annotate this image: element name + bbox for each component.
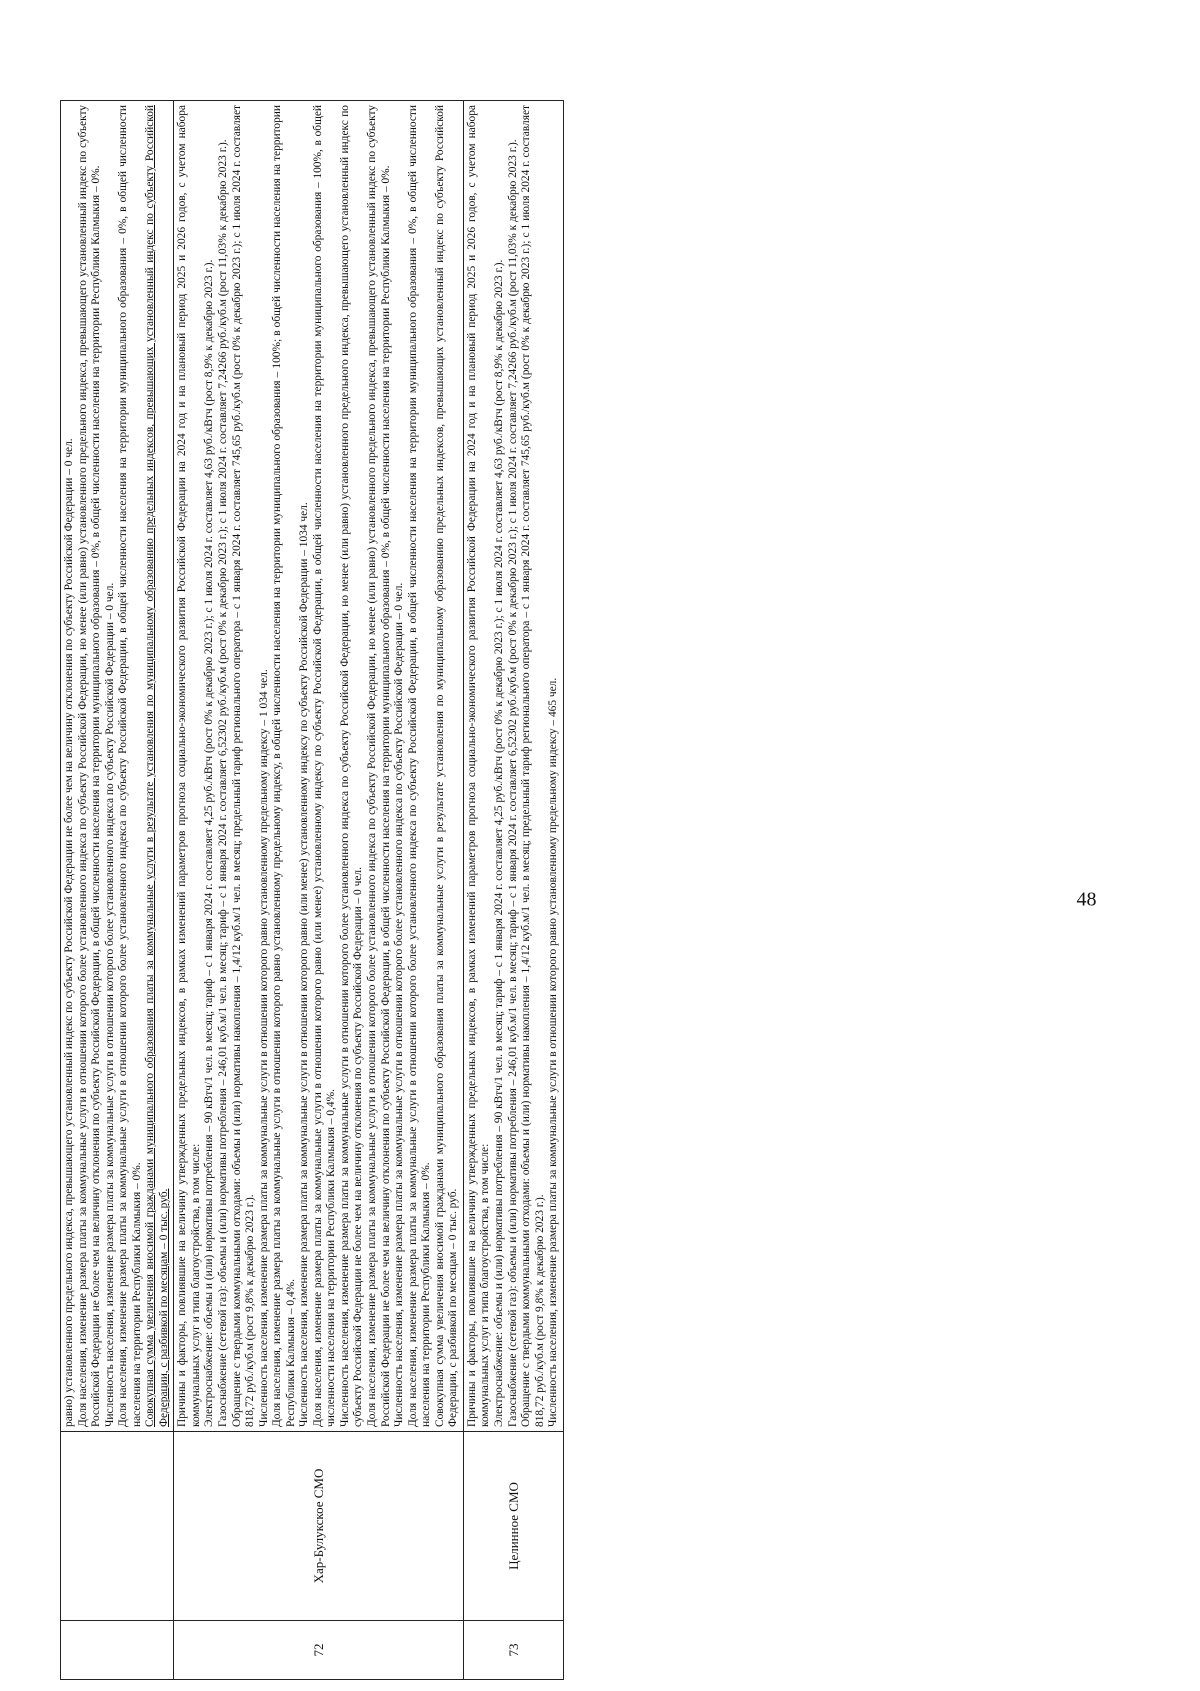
description-paragraph: Доля населения, изменение размера платы за коммунальные услуги в отношении которого равно (или менее) установленному индексу по субъекту Российской Федерации, в общей численности населения на территории муниципального образования – 100%, в общей численности населения на территории Республики Калмыкия – 0,4%. <box>311 105 338 1427</box>
description-paragraph: Причины и факторы, повлиявшие на величину утвержденных предельных индексов, в рамках изменений параметров прогноза социально-экономического развития Российской Федерации на 2024 год и на плановый период 2025 и 2026 годов, с учетом набора коммунальных услуг и типа благоустройства, в том числе: <box>176 105 202 1427</box>
description-paragraph: Доля населения, изменение размера платы за коммунальные услуги в отношении которого равно установленному предельному индексу, в общей численности населения на территории муниципального образования – 100%; в общей численности населения на территории Республики Калмыкия – 0,4%. <box>271 105 297 1427</box>
page-number: 48 <box>1076 888 1097 911</box>
municipality-name: Хар-Булукское СМО <box>174 1432 463 1621</box>
description-paragraph: Численность населения, изменение размера платы за коммунальные услуги в отношении которого более установленного индекса по субъекту Российской Федерации – 0 чел. <box>393 582 406 1427</box>
description-paragraph: Доля населения, изменение размера платы за коммунальные услуги в отношении которого более установленного индекса по субъекту Российской Федерации, но менее (или равно) установленного предельного индекса, превышающего установленный индекс по субъекту Российской Федерации не более чем на величину отклонения по субъекту Российской Федерации, в общей численности населения на территории муниципального образования – 0%, в общей численности населения на территории Республики Калмыкия – 0%. <box>76 105 103 1427</box>
description-paragraph: Численность населения, изменение размера платы за коммунальные услуги в отношении которого равно установленному предельному индексу – 1 034 чел. <box>257 669 270 1427</box>
row-description <box>463 101 563 1432</box>
description-paragraph: равно) установленного предельного индекса, превышающего установленный индекс по субъекту Российской Федерации не более чем на величину отклонения по субъекту Российской Федерации – 0 чел. <box>63 438 75 1427</box>
row-number: 72 <box>174 1621 463 1680</box>
table-row <box>463 101 563 1680</box>
rotated-page <box>60 100 1155 1680</box>
municipality-name: Целинное СМО <box>463 1432 563 1621</box>
table-row <box>174 101 463 1680</box>
description-paragraph: Совокупная сумма увеличения вносимой гражданами муниципального образования платы за коммунальные услуги в результате установления по муниципальному образованию предельных индексов, превышающих установленный индекс по субъекту Российской Федерации, с разбивкой по месяцам – 0 тыс. руб. <box>144 105 170 1427</box>
description-paragraph: Численность населения, изменение размера платы за коммунальные услуги в отношении которого равно (или менее) установленному индексу по субъекту Российской Федерации – 1034 чел. <box>298 502 311 1427</box>
description-paragraph: Численность населения, изменение размера платы за коммунальные услуги в отношении которого более установленного индекса по субъекту Российской Федерации – 0 чел. <box>103 582 116 1427</box>
row-description <box>174 101 463 1432</box>
row-number <box>61 1621 174 1680</box>
municipality-name <box>61 1432 174 1621</box>
description-paragraph: Доля населения, изменение размера платы за коммунальные услуги в отношении которого более установленного индекса по субъекту Российской Федерации, в общей численности населения на территории муниципального образования – 0%, в общей численности населения на территории Республики Калмыкия – 0%. <box>117 105 143 1427</box>
description-paragraph: Доля населения, изменение размера платы за коммунальные услуги в отношении которого более установленного индекса по субъекту Российской Федерации, но менее (или равно) установленного предельного индекса, превышающего установленный индекс по субъекту Российской Федерации не более чем на величину отклонения по субъекту Российской Федерации, в общей численности населения на территории муниципального образования – 0%, в общей численности населения на территории Республики Калмыкия – 0%. <box>366 105 392 1427</box>
description-paragraph: Совокупная сумма увеличения вносимой гражданами муниципального образования платы за коммунальные услуги в результате установления по муниципальному образованию предельных индексов, превышающих установленный индекс по субъекту Российской Федерации, с разбивкой по месяцам – 0 тыс. руб. <box>433 105 460 1427</box>
description-paragraph: Газоснабжение (сетевой газ): объемы и (или) нормативы потребления – 246,01 куб.м/1 чел. в месяц; тариф – с 1 января 2024 г. составляет 6,52302 руб./куб.м (рост 0% к декабрю 2023 г.); с 1 июля 2024 г. составляет 7,24266 руб./куб.м (рост 11,03% к декабрю 2023 г.). <box>217 139 230 1427</box>
description-paragraph: Газоснабжение (сетевой газ): объемы и (или) нормативы потребления – 246,01 куб.м/1 чел. в месяц; тариф – с 1 января 2024 г. составляет 6,52302 руб./куб.м (рост 0% к декабрю 2023 г.); с 1 июля 2024 г. составляет 7,24266 руб./куб.м (рост 11,03% к декабрю 2023 г.). <box>506 139 519 1427</box>
description-paragraph: Электроснабжение: объемы и (или) нормативы потребления – 90 кВтч/1 чел. в месяц; тариф – с 1 января 2024 г. составляет 4,25 руб./кВтч (рост 0% к декабрю 2023 г.); с 1 июля 2024 г. составляет 4,63 руб./кВтч (рост 8,9% к декабрю 2023 г.). <box>492 259 505 1427</box>
row-description <box>61 101 174 1432</box>
description-paragraph: Численность населения, изменение размера платы за коммунальные услуги в отношении которого равно установленному предельному индексу – 465 чел. <box>547 677 560 1427</box>
description-paragraph: Численность населения, изменение размера платы за коммунальные услуги в отношении которого более установленного индекса по субъекту Российской Федерации, но менее (или равно) установленного предельного индекса, превышающего установленный индекс по субъекту Российской Федерации не более чем на величину отклонения по субъекту Российской Федерации – 0 чел. <box>338 105 365 1427</box>
description-paragraph: Электроснабжение: объемы и (или) нормативы потребления – 90 кВтч/1 чел. в месяц; тариф – с 1 января 2024 г. составляет 4,25 руб./кВтч (рост 0% к декабрю 2023 г.); с 1 июля 2024 г. составляет 4,63 руб./кВтч (рост 8,9% к декабрю 2023 г.). <box>203 259 216 1427</box>
description-paragraph: Доля населения, изменение размера платы за коммунальные услуги в отношении которого более установленного индекса по субъекту Российской Федерации, в общей численности населения на территории муниципального образования – 0%, в общей численности населения на территории Республики Калмыкия – 0%. <box>406 105 433 1427</box>
table-row <box>61 101 174 1680</box>
description-paragraph: Обращение с твердыми коммунальными отходами: объемы и (или) нормативы накопления – 1,4/12 куб.м/1 чел. в месяц; предельный тариф регионального оператора – с 1 января 2024 г. составляет 745,65 руб./куб.м (рост 0% к декабрю 2023 г.); с 1 июля 2024 г. составляет 818,72 руб./куб.м (рост 9,8% к декабрю 2023 г.). <box>520 105 546 1427</box>
row-number: 73 <box>463 1621 563 1680</box>
description-paragraph: Обращение с твердыми коммунальными отходами: объемы и (или) нормативы накопления – 1,4/12 куб.м/1 чел. в месяц; предельный тариф регионального оператора – с 1 января 2024 г. составляет 745,65 руб./куб.м (рост 0% к декабрю 2023 г.); с 1 июля 2024 г. составляет 818,72 руб./куб.м (рост 9,8% к декабрю 2023 г.). <box>230 105 257 1427</box>
description-paragraph: Причины и факторы, повлиявшие на величину утвержденных предельных индексов, в рамках изменений параметров прогноза социально-экономического развития Российской Федерации на 2024 год и на плановый период 2025 и 2026 годов, с учетом набора коммунальных услуг и типа благоустройства, в том числе: <box>465 105 492 1427</box>
data-table <box>60 100 564 1680</box>
